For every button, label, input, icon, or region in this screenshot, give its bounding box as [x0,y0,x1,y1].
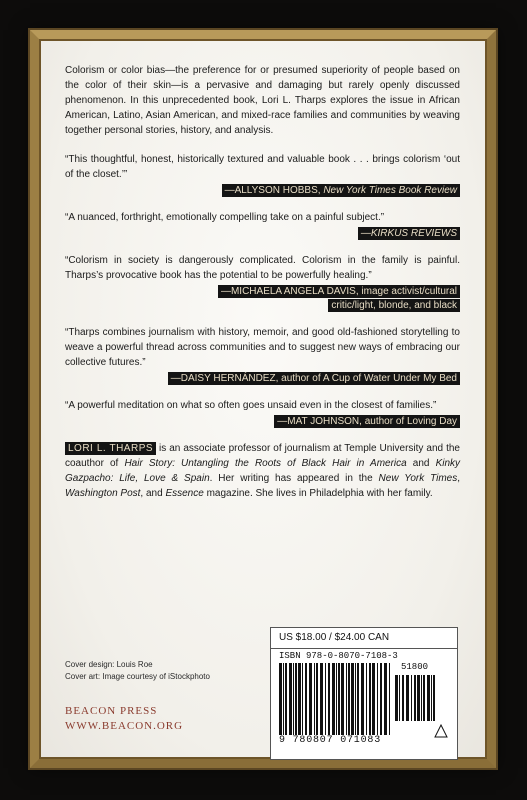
barcode-bar [433,675,435,721]
blurb-attribution [65,184,460,198]
blurb-source: image activist/cultural critic/light, blonde, and black [331,286,457,311]
blurb-author: — [360,228,371,239]
blurb-3 [65,253,460,313]
blurb-1 [65,152,460,198]
blurb-source: New York Times Book Review [323,185,457,196]
blurb-quote: “A powerful meditation on what so often goes unsaid even in the closest of families.” [65,400,437,411]
cover-art-credit: Cover art: Image courtesy of iStockphoto [65,672,210,681]
barcode-bar [417,675,420,721]
ean-barcode [279,663,391,735]
barcode-bar [332,663,335,735]
barcode-bar [314,663,315,735]
blurb-source: author of A Cup of Water Under My Bed [281,373,457,384]
blurb-attribution [65,372,460,386]
barcode-bar [423,675,425,721]
barcode-digits: 9 780807 071083 [279,735,382,746]
barcode-bar [399,675,400,721]
barcode-bar [336,663,337,735]
bio-publication: Essence [165,488,204,499]
barcode-bar [414,675,416,721]
cover-credits [65,659,210,683]
author-bio [65,441,460,501]
bio-text: magazine. She lives in Philadelphia with her family. [203,488,433,499]
bio-text: and [406,458,436,469]
price-code: 51800 [401,662,429,672]
back-cover-panel [41,41,485,757]
bio-publication: Washington Post [65,488,141,499]
blurb-source: author of Loving Day [364,416,457,427]
triangle-icon [434,724,448,738]
barcode-bar [377,663,378,735]
blurb-attribution [65,285,460,313]
blurb-5 [65,398,460,429]
bio-text: , [457,473,461,484]
bio-book-title: Kinky Gazpacho: Life, Love & Spain [65,458,461,484]
barcode-bar [346,663,347,735]
cover-design-credit: Cover design: Louis Roe [65,660,153,669]
blurb-author: —DAISY HERNÁNDEZ, [170,373,279,384]
barcode-bar [298,663,301,735]
isbn-label: ISBN 978-0-8070-7108-3 [279,651,398,661]
publisher-logo [65,704,183,734]
barcode-bar [279,663,282,735]
blurb-author: —MICHAELA ANGELA DAVIS, [220,286,359,297]
blurb-quote: “Colorism in society is dangerously complicated. Colorism in the family is painful. Tharps’s provocative book has the potential to be powerfully healing.” [65,255,460,281]
barcode-bar [283,663,284,735]
barcode-bar [293,663,294,735]
barcode-bar [380,663,382,735]
blurb-quote: “This thoughtful, honest, historically textured and valuable book . . . brings colorism ‘out of the closet.’” [65,154,460,180]
barcode-bar [421,675,422,721]
divider [271,648,457,649]
bio-text: . Her writing has appeared in the [209,473,379,484]
barcode-bar [289,663,292,735]
barcode-bar [305,663,307,735]
barcode-bar [357,663,359,735]
barcode-bar [372,663,375,735]
book-description: Colorism or color bias—the preference for or presumed superiority of people based on the color of their skin—is a pervasive and damaging but rarely openly discussed phenomenon. In this unprecedented book, Lori L. Tharps explores the issue in African American, Latino, Asian American, and mixed-race families and communities by weaving together personal stories, history, and analysis. [65,65,460,136]
barcode-bar [402,675,404,721]
back-cover-text [65,63,460,501]
barcode-bar [320,663,323,735]
barcode-bar [309,663,312,735]
barcode-bar [341,663,344,735]
barcode-bar [295,663,297,735]
barcode-bar [316,663,318,735]
blurb-4 [65,325,460,386]
barcode-bar [366,663,367,735]
blurb-attribution [65,415,460,429]
blurb-2 [65,210,460,241]
bio-book-title: Hair Story: Untangling the Roots of Black Hair in America [124,458,407,469]
blurb-attribution [65,227,460,241]
barcode-bar [302,663,303,735]
price-barcode [395,675,435,721]
barcode-bar [355,663,356,735]
blurb-author: —ALLYSON HOBBS, [224,185,321,196]
blurb-source: KIRKUS REVIEWS [370,228,457,239]
barcode-bar [389,663,390,735]
barcode-bar [361,663,364,735]
barcode-bar [338,663,340,735]
barcode-bar [406,675,409,721]
bio-publication: New York Times [378,473,458,484]
barcode-bar [427,675,430,721]
barcode-bar [384,663,387,735]
picture-frame [30,30,496,768]
publisher-name: BEACON PRESS [65,705,158,717]
barcode-bar [395,675,398,721]
barcode-bar [369,663,371,735]
bio-text: is an associate professor of journalism at Temple University and the coauthor of [65,443,460,469]
barcode-bar [351,663,354,735]
barcode-bar [348,663,350,735]
blurb-quote: “A nuanced, forthright, emotionally compelling take on a painful subject.” [65,212,385,223]
blurb-author: —MAT JOHNSON, [277,416,362,427]
barcode-bar [431,675,432,721]
bio-text: , and [140,488,166,499]
author-name: LORI L. THARPS [65,442,156,455]
price-label: US $18.00 / $24.00 CAN [279,632,390,643]
barcode-box [270,627,458,760]
blurb-quote: “Tharps combines journalism with history, memoir, and good old-fashioned storytelling to weave a powerful thread across communities and to suggest new ways of embracing our collective futures.” [65,327,460,368]
barcode-bar [325,663,326,735]
barcode-bar [328,663,330,735]
barcode-bar [411,675,412,721]
publisher-url: WWW.BEACON.ORG [65,720,184,732]
barcode-bar [285,663,287,735]
